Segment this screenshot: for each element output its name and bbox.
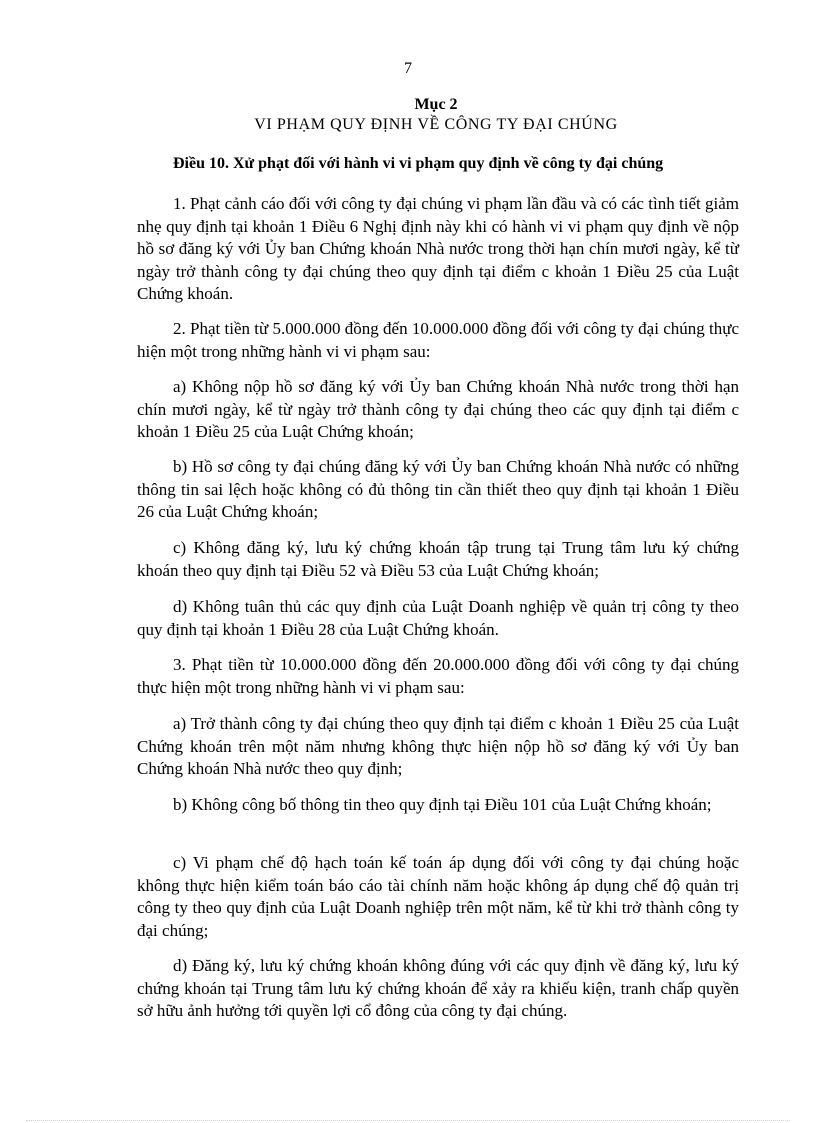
paragraph-3d: d) Đăng ký, lưu ký chứng khoán không đúng với các quy định về đăng ký, lưu ký chứng khoán tại Trung tâm lưu ký chứng khoán để xảy ra khiếu kiện, tranh chấp quyền sở hữu ảnh hưởng tới quyền lợi cổ đông của công ty đại chúng. xyxy=(137,956,739,1020)
paragraph-2c: c) Không đăng ký, lưu ký chứng khoán tập trung tại Trung tâm lưu ký chứng khoán theo quy định tại Điều 52 và Điều 53 của Luật Chứng khoán; xyxy=(137,538,739,580)
page-bottom-rule xyxy=(26,1120,790,1121)
paragraph-2: 2. Phạt tiền từ 5.000.000 đồng đến 10.000.000 đồng đối với công ty đại chúng thực hiện một trong những hành vi vi phạm sau: xyxy=(137,319,739,361)
paragraph-2b: b) Hồ sơ công ty đại chúng đăng ký với Ủy ban Chứng khoán Nhà nước có những thông tin sai lệch hoặc không có đủ thông tin cần thiết theo quy định tại khoản 1 Điều 26 của Luật Chứng khoán; xyxy=(137,457,739,521)
paragraph-2d: d) Không tuân thủ các quy định của Luật Doanh nghiệp về quản trị công ty theo quy định tại khoản 1 Điều 28 của Luật Chứng khoán. xyxy=(137,597,739,639)
paragraph-3b: b) Không công bố thông tin theo quy định tại Điều 101 của Luật Chứng khoán; xyxy=(173,795,712,814)
section-label: Mục 2 xyxy=(414,96,458,113)
article-title: Điều 10. Xử phạt đối với hành vi vi phạm quy định về công ty đại chúng xyxy=(173,155,664,172)
paragraph-3c: c) Vi phạm chế độ hạch toán kế toán áp dụng đối với công ty đại chúng hoặc không thực hiện kiểm toán báo cáo tài chính năm hoặc không áp dụng chế độ quản trị công ty theo quy định của Luật Doanh nghiệp trên một năm, kể từ khi trở thành công ty đại chúng; xyxy=(137,853,739,940)
paragraph-3: 3. Phạt tiền từ 10.000.000 đồng đến 20.000.000 đồng đối với công ty đại chúng thực hiện một trong những hành vi vi phạm sau: xyxy=(137,655,739,697)
paragraph-2a: a) Không nộp hồ sơ đăng ký với Ủy ban Chứng khoán Nhà nước trong thời hạn chín mươi ngày, kể từ ngày trở thành công ty đại chúng theo các quy định tại điểm c khoản 1 Điều 25 của Luật Chứng khoán; xyxy=(137,377,739,441)
section-title: VI PHẠM QUY ĐỊNH VỀ CÔNG TY ĐẠI CHÚNG xyxy=(254,116,618,133)
paragraph-1: 1. Phạt cảnh cáo đối với công ty đại chúng vi phạm lần đầu và có các tình tiết giảm nhẹ quy định tại khoản 1 Điều 6 Nghị định này khi có hành vi vi phạm quy định về nộp hồ sơ đăng ký với Ủy ban Chứng khoán Nhà nước trong thời hạn chín mươi ngày, kể từ ngày trở thành công ty đại chúng theo quy định tại điểm c khoản 1 Điều 25 của Luật Chứng khoán. xyxy=(137,194,739,303)
page-number: 7 xyxy=(404,60,412,77)
paragraph-3a: a) Trở thành công ty đại chúng theo quy định tại điểm c khoản 1 Điều 25 của Luật Chứng khoán trên một năm nhưng không thực hiện nộp hồ sơ đăng ký với Ủy ban Chứng khoán Nhà nước theo quy định; xyxy=(137,714,739,778)
